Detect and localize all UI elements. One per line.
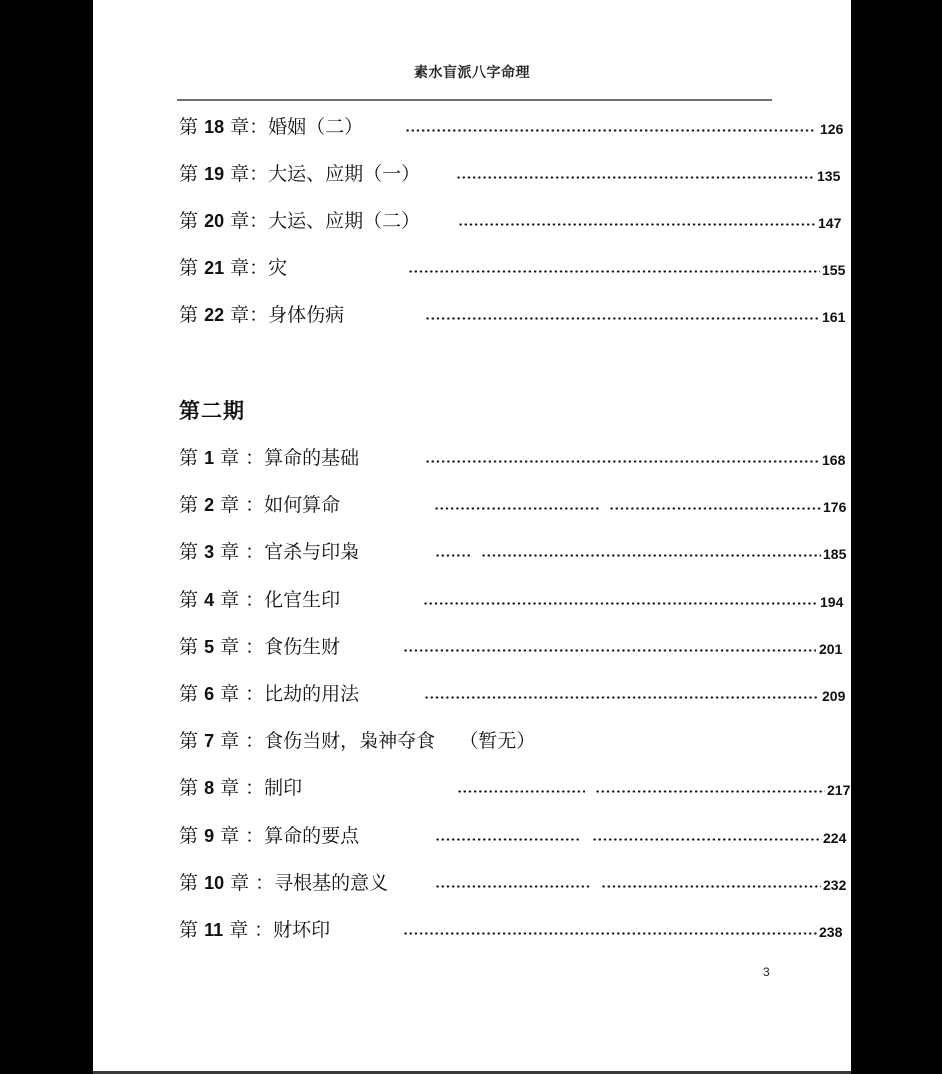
toc-entry-label: 第 21 章：灾 — [179, 257, 288, 279]
dot-leader — [425, 317, 820, 320]
toc-entry-label: 第 2 章 ：如何算命 — [179, 494, 341, 516]
toc-entry-label: 第 22 章：身体伤病 — [179, 304, 345, 326]
dot-leader — [435, 554, 471, 557]
toc-page-number: 194 — [820, 594, 844, 610]
dot-leader — [435, 885, 590, 888]
toc-entry[interactable] — [179, 633, 843, 663]
toc-entry[interactable] — [179, 774, 851, 804]
dot-leader — [424, 696, 819, 699]
header-divider — [177, 99, 772, 101]
toc-entry-label: 第 1 章 ：算命的基础 — [179, 447, 360, 469]
toc-entry[interactable] — [179, 491, 847, 521]
toc-page-number: 185 — [823, 546, 847, 562]
running-header-title: 素水盲派八字命理 — [414, 65, 530, 81]
dot-leader — [458, 223, 816, 226]
toc-page-number: 232 — [823, 877, 847, 893]
toc-entry[interactable] — [179, 301, 846, 331]
dot-leader — [408, 270, 820, 273]
dot-leader — [457, 790, 585, 793]
toc-page-number: 217 — [827, 782, 851, 798]
toc-entry[interactable] — [179, 538, 847, 568]
toc-page-number: 176 — [823, 499, 847, 515]
toc-entry[interactable] — [179, 869, 847, 899]
toc-page-number: 224 — [823, 830, 847, 846]
toc-entry-label: 第 4 章 ：化官生印 — [179, 589, 341, 611]
dot-leader — [435, 838, 580, 841]
toc-entry-label: 第 9 章 ：算命的要点 — [179, 825, 360, 847]
toc-entry-label: 第 19 章：大运、应期（一） — [179, 163, 421, 185]
dot-leader — [403, 649, 816, 652]
dot-leader — [403, 932, 817, 935]
toc-entry[interactable] — [179, 254, 846, 284]
document-page — [93, 0, 851, 1074]
toc-entry[interactable] — [179, 822, 847, 852]
dot-leader — [423, 602, 818, 605]
toc-entry-label: 第 8 章 ：制印 — [179, 777, 303, 799]
toc-entry[interactable] — [179, 916, 843, 946]
toc-entry-label: 第 10 章 ：寻根基的意义 — [179, 872, 389, 894]
dot-leader — [592, 838, 822, 841]
dot-leader — [595, 790, 825, 793]
dot-leader — [425, 460, 820, 463]
toc-page-number: 161 — [822, 309, 846, 325]
toc-entry-label: 第 18 章：婚姻（二） — [179, 116, 364, 138]
toc-page-number: 126 — [820, 121, 844, 137]
toc-page-number: 135 — [817, 168, 841, 184]
dot-leader — [481, 554, 821, 557]
toc-entry[interactable] — [179, 113, 844, 143]
dot-leader — [405, 129, 815, 132]
toc-entry-label: 第 3 章 ：官杀与印枭 — [179, 541, 360, 563]
dot-leader — [456, 176, 814, 179]
page-number: 3 — [763, 965, 770, 979]
toc-page-number: 147 — [818, 215, 842, 231]
toc-entry-label: 第 20 章：大运、应期（二） — [179, 210, 421, 232]
toc-entry[interactable] — [179, 727, 773, 757]
dot-leader — [601, 885, 821, 888]
toc-page-number: 155 — [822, 262, 846, 278]
dot-leader — [434, 507, 599, 510]
toc-entry[interactable] — [179, 160, 841, 190]
toc-page-number: 238 — [819, 924, 843, 940]
toc-entry-label: 第 11 章 ：财坏印 — [179, 919, 331, 941]
toc-page-number: 168 — [822, 452, 846, 468]
dot-leader — [609, 507, 821, 510]
toc-entry-label: 第 7 章 ：食伤当财，枭神夺食 （暂无） — [179, 730, 536, 752]
toc-page-number: 209 — [822, 688, 846, 704]
toc-entry[interactable] — [179, 586, 844, 616]
toc-entry[interactable] — [179, 444, 846, 474]
section-heading: 第二期 — [179, 398, 245, 423]
toc-page-number: 201 — [819, 641, 843, 657]
toc-entry[interactable] — [179, 207, 842, 237]
toc-entry[interactable] — [179, 680, 846, 710]
toc-entry-label: 第 5 章 ：食伤生财 — [179, 636, 341, 658]
toc-entry-label: 第 6 章 ：比劫的用法 — [179, 683, 360, 705]
